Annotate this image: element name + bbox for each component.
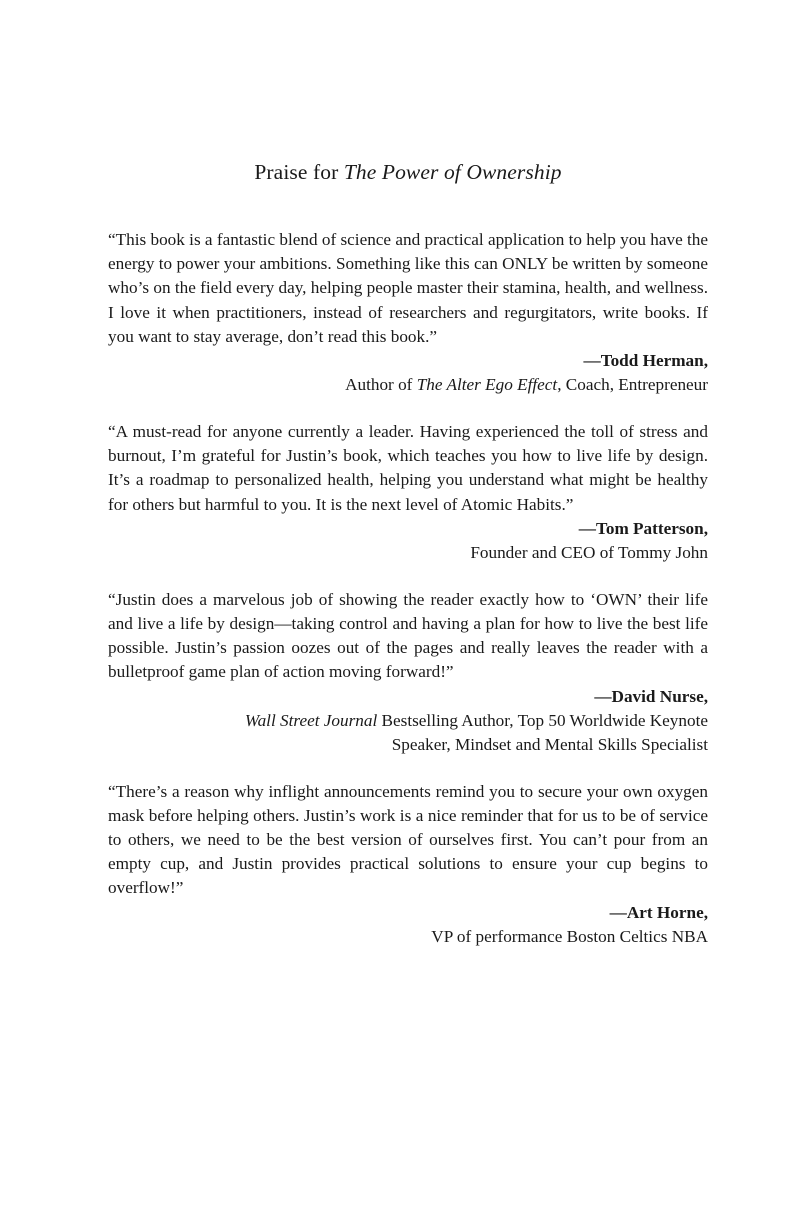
testimonial-author-role: VP of performance Boston Celtics NBA: [431, 926, 708, 946]
testimonial-author: —Todd Herman,: [583, 351, 708, 371]
testimonial-quote: “A must-read for anyone currently a leader. Having experienced the toll of stress and burnout, I’m grateful for Justin’s book, which teaches you how to live life by design. It’s a roadmap to personalized health, helping you understand what might be healthy for others but harmful to you. It is the next level of Atomic Habits.”: [108, 422, 708, 514]
title-prefix: Praise for: [254, 160, 344, 184]
role-book-title: The Alter Ego Effect: [416, 375, 558, 395]
testimonial-art-horne: [108, 780, 708, 949]
testimonial-quote: “Justin does a marvelous job of showing the reader exactly how to ‘OWN’ their life and live a life by design—taking control and having a plan for how to live the best life possible. Justin’s passion oozes out of the pages and really leaves the reader with a bulletproof game plan of action moving forward!”: [108, 589, 708, 682]
testimonial-author: —Art Horne,: [609, 902, 708, 922]
testimonial-author: —Tom Patterson,: [578, 518, 708, 538]
role-text: Author of: [345, 375, 417, 395]
testimonial-quote: “There’s a reason why inflight announcements remind you to secure your own oxygen mask before helping others. Justin’s work is a nice reminder that for us to be of service to others, we need to be the best version of ourselves first. You can’t pour from an empty cup, and Justin provides practical solutions to ensure your cup begins to overflow!”: [108, 781, 708, 898]
testimonial-author: —David Nurse,: [594, 686, 708, 706]
page-title: [108, 160, 708, 185]
testimonial-todd-herman: [108, 228, 708, 397]
role-text: , Coach, Entrepreneur: [557, 375, 708, 395]
book-title: The Power of Ownership: [343, 160, 562, 184]
testimonial-david-nurse: [108, 588, 708, 757]
testimonial-quote: “This book is a fantastic blend of science and practical application to help you have the energy to power your ambitions. Something like this can ONLY be written by someone who’s on the field every day, helping people master their stamina, health, and wellness. I love it when practitioners, instead of researchers and regurgitators, write books. If you want to stay average, don’t read this book.”: [108, 230, 708, 346]
testimonial-author-role: [108, 373, 708, 397]
testimonial-author-role: Founder and CEO of Tommy John: [470, 542, 708, 562]
testimonial-tom-patterson: [108, 420, 708, 565]
praise-page: [108, 160, 708, 972]
role-text: Bestselling Author, Top 50 Worldwide Keynote: [377, 710, 708, 730]
testimonial-author-role: [108, 709, 708, 733]
testimonial-author-role-line2: Speaker, Mindset and Mental Skills Specialist: [391, 734, 708, 754]
role-publication: Wall Street Journal: [244, 710, 378, 730]
